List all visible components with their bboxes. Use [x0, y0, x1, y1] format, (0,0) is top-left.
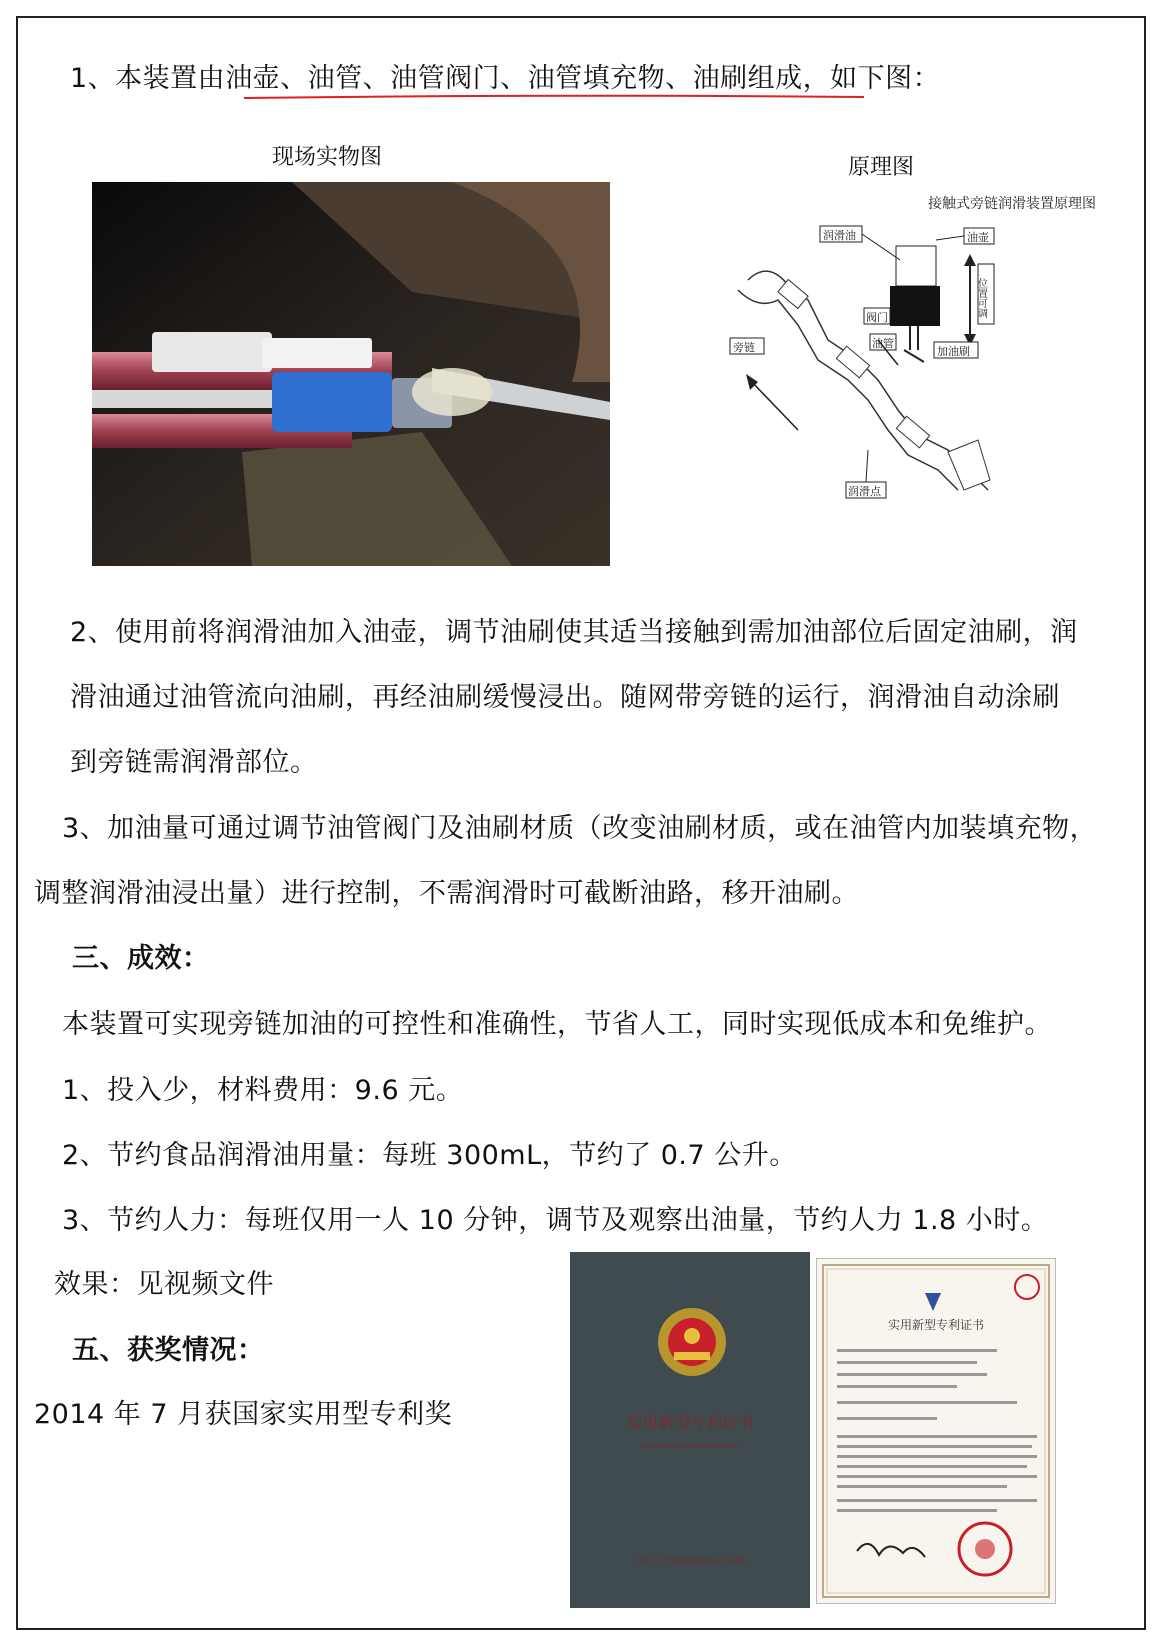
oil-pipe-label: 油管	[872, 337, 894, 350]
section1-components: 油壶、油管、油管阀门、油管填充物、油刷组成	[225, 63, 803, 94]
patent-logo-icon	[925, 1293, 941, 1311]
results-heading: 三、成效：	[72, 943, 210, 974]
page-title: 实用新型专利证书	[887, 1318, 985, 1332]
red-underline	[244, 94, 864, 100]
oil-brush-label: 加油刷	[937, 345, 970, 358]
oil-pot-label: 油壶	[967, 231, 989, 244]
valve-label: 阀门	[866, 311, 888, 324]
para2-line1: 2、使用前将润滑油加入油壶，调节油刷使其适当接触到需加油部位后固定油刷，润	[70, 617, 1078, 648]
side-chain-label: 旁链	[733, 341, 755, 354]
results-item-1: 1、投入少，材料费用：9.6 元。	[62, 1075, 464, 1106]
lube-point-label: 润滑点	[848, 485, 881, 498]
awards-text: 2014 年 7 月获国家实用型专利奖	[34, 1399, 453, 1430]
para2-line2: 滑油通过油管流向油刷，再经油刷缓慢浸出。随网带旁链的运行，润滑油自动涂刷	[70, 682, 1060, 713]
para2-line3: 到旁链需润滑部位。	[70, 747, 318, 778]
position-adjustable-label: 位置可调	[975, 278, 987, 318]
patent-certificate	[570, 1252, 1062, 1608]
results-intro: 本装置可实现旁链加油的可控性和准确性，节省人工，同时实现低成本和免维护。	[62, 1009, 1052, 1040]
signature-icon	[857, 1544, 925, 1557]
cover-subtitle: Certificate of Utility Model Patent	[641, 1442, 739, 1450]
certificate-cover	[570, 1252, 810, 1608]
diagram-title: 接触式旁链润滑装置原理图	[928, 197, 1096, 212]
section1-suffix: ，如下图：	[802, 63, 941, 94]
results-item-3: 3、节约人力：每班仅用一人 10 分钟，调节及观察出油量，节约人力 1.8 小时。	[62, 1205, 1049, 1236]
effect-text: 效果：见视频文件	[54, 1269, 274, 1300]
section1-prefix: 1、本装置由	[70, 63, 226, 94]
para3-line2: 调整润滑油浸出量）进行控制，不需润滑时可截断油路，移开油刷。	[34, 878, 859, 909]
cover-title: 实用新型专利证书	[625, 1415, 755, 1432]
results-item-2: 2、节约食品润滑油用量：每班 300mL，节约了 0.7 公升。	[62, 1140, 797, 1171]
site-photo	[92, 182, 610, 566]
seal-small-icon	[1015, 1275, 1039, 1299]
oil-pot-shape	[896, 246, 936, 286]
diagram-caption: 原理图	[848, 155, 915, 180]
para3-line1: 3、加油量可通过调节油管阀门及油刷材质（改变油刷材质，或在油管内加装填充物，	[62, 813, 1098, 844]
valve-shape	[890, 286, 940, 326]
photo-caption: 现场实物图	[272, 145, 383, 170]
cover-issuer: 中华人民共和国国家知识产权局	[634, 1557, 746, 1566]
lube-oil-label: 润滑油	[823, 229, 856, 242]
section1-line	[70, 56, 940, 95]
certificate-page	[816, 1258, 1056, 1604]
principle-diagram	[728, 190, 1128, 510]
awards-heading: 五、获奖情况：	[72, 1335, 265, 1366]
